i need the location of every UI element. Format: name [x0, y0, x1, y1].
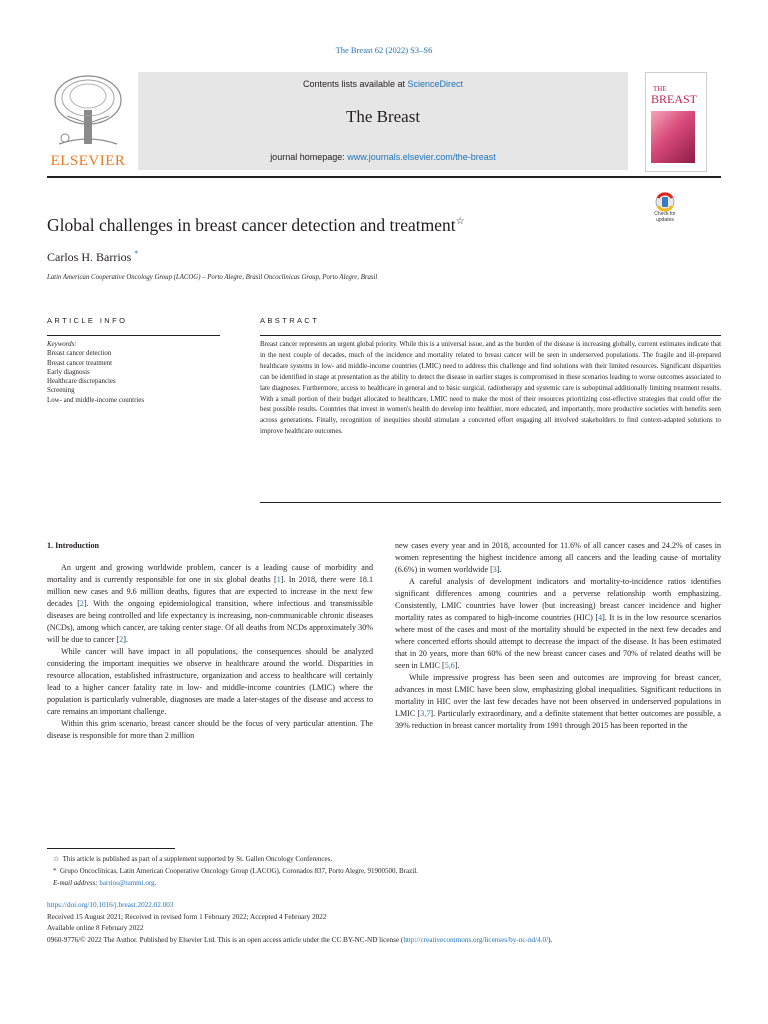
text-run: ].	[454, 661, 460, 670]
paragraph	[395, 672, 721, 732]
footnote-text: Grupo Oncoclínicas, Latin American Cooperative Oncology Group (LACOG), Coronados 837, Porto Alegre, 91900500, Brazil.	[60, 867, 418, 875]
author-name: Carlos H. Barrios	[47, 250, 132, 264]
article-info-heading: ARTICLE INFO	[47, 316, 128, 325]
text-run: ]. With the ongoing epidemiological transition, where infectious and transmissible diseases are being controlled and life expectancy is increasing, non-communicable chronic diseases (NCDs), among which cancer, are taking center stage. Of all deaths from NCDs approximately 30% will be due to cancer [	[47, 599, 373, 644]
citation-link[interactable]: 1	[276, 575, 281, 584]
keywords-block	[47, 340, 227, 405]
citation-link[interactable]: 3,7	[420, 709, 431, 718]
text-run: ]. Particularly extraordinary, and a definite statement that better outcomes are possible, a 39% reduction in breast cancer mortality from 1991 through 2015 has been reported in the	[395, 709, 721, 730]
license-link[interactable]: http://creativecommons.org/licenses/by-nc-nd/4.0/	[403, 935, 549, 944]
footnotes	[47, 853, 721, 889]
text-run: An urgent and growing worldwide problem, cancer is a leading cause of morbidity and mortality and is currently responsible for one in six global deaths [	[47, 563, 373, 584]
journal-reference[interactable]: The Breast 62 (2022) S3–S6	[335, 45, 433, 55]
check-for-updates-badge[interactable]	[648, 192, 682, 228]
doi-link[interactable]: https://doi.org/10.1016/j.breast.2022.02.003	[47, 901, 174, 909]
article-info-rule	[47, 335, 220, 336]
keyword-item: Breast cancer detection	[47, 350, 112, 358]
paragraph	[395, 576, 721, 672]
check-updates-icon	[648, 192, 682, 212]
check-updates-label-1: Check for	[654, 211, 676, 217]
author-line	[47, 249, 138, 265]
title-footnote-mark[interactable]: ☆	[455, 216, 465, 227]
abstract-text: Breast cancer represents an urgent global priority. While this is a universal issue, and as the burden of the disease is increasing globally, current estimates indicate that in the next couple of decades, much of the incidence and mortality related to breast cancer will be seen in underserved populations. The fragile and ill-prepared healthcare systems in low- and middle-income countries (LMIC) need to address this challenge and find solutions with their limited resources. Significant disparities can be identified in stage at presentation as the ability to detect the disease in earlier stages is compromised in these scenarios leading to worse outcomes associated to late diagnoses. Furthermore, access to healthcare in general and to basic surgical, radiotherapy and systemic care is suboptimal additionally limiting treatment results. With a small portion of their budget allocated to healthcare, LMIC need to make the most of their resources prioritizing cost-effective strategies that could offer the best possible results. Countries that invest in women's health do develop into healthier, more educated, and importantly, more productive societies with benefits seen across generations. Finally, recognition of inequities should stimulate a concerted effort engaging all involved stakeholders to find context-adapted solutions to improve healthcare outcomes.	[260, 341, 721, 436]
body-column-right	[395, 540, 721, 732]
contents-prefix: Contents lists available at	[302, 79, 408, 89]
publication-info	[47, 900, 721, 946]
keywords-label: Keywords:	[47, 341, 77, 348]
header-rule	[47, 176, 721, 178]
journal-title: The Breast	[345, 107, 421, 126]
footnote-mark: *	[53, 867, 57, 875]
text-run: ].	[496, 565, 502, 574]
citation-link[interactable]: 2	[119, 635, 124, 644]
check-updates-label	[648, 212, 682, 223]
text-run: While impressive progress has been seen and outcomes are improving for breast cancer, advances in most LMIC have been slow, emphasizing global inequalities. Significant reductions in mortality in HIC over the last few decades have not been observed in underserved populations in LMIC [	[395, 673, 721, 718]
text-run: new cases every year and in 2018, accounted for 11.6% of all cancer cases and 24.2% of cases in women representing the highest incidence among all cancers and the leading cause of mortality (6.6%) in women worldwide [	[395, 541, 721, 574]
keyword-item: Healthcare discrepancies	[47, 378, 116, 386]
author-footnote-mark[interactable]: *	[134, 249, 139, 258]
journal-homepage-link[interactable]: www.journals.elsevier.com/the-breast	[347, 152, 496, 162]
text-run: ].	[123, 635, 128, 644]
email-label: E-mail address:	[53, 879, 98, 887]
citation-link[interactable]: 4	[598, 613, 603, 622]
footnote	[47, 853, 721, 865]
footnote	[47, 865, 721, 877]
license-text-end: ).	[548, 935, 553, 944]
cover-breast-text: BREAST	[651, 92, 698, 106]
elsevier-logo[interactable]	[47, 72, 129, 170]
keyword-item: Early diagnosis	[47, 368, 90, 376]
body-column-left	[47, 540, 373, 742]
available-online: Available online 8 February 2022	[47, 924, 144, 932]
footnote-text: This article is published as part of a supplement supported by St. Gallen Oncology Conferences.	[62, 855, 333, 863]
license-text: 0960-9776/© 2022 The Author. Published by Elsevier Ltd. This is an open access article under the CC BY-NC-ND license (	[47, 935, 404, 944]
paragraph	[395, 540, 721, 576]
homepage-prefix: journal homepage:	[270, 152, 348, 162]
abstract-rule	[260, 335, 721, 336]
paragraph: While cancer will have impact in all populations, the consequences should be analyzed considering the important inequities we observe in healthcare around the world. Disparities in resource allocation, established infrastructure, organization and access to healthcare will certainly lead to a higher cancer fatality rate in low- and middle-income countries (LMIC) where the population is particularly vulnerable, diagnoses are made a later-stages of the disease and access to care remains an important challenge.	[47, 647, 373, 716]
cover-the-text: THE	[653, 85, 667, 93]
text-run: A careful analysis of development indicators and mortality-to-incidence ratios identifies significant differences among countries and a perverse relationship worth emphasizing. Consistently, LMIC countries have lower (but increasing) breast cancer incidence and higher mortality rates as compared to high-income countries (HIC) [	[395, 577, 721, 622]
paragraph	[47, 562, 373, 646]
abstract-bottom-rule	[260, 502, 721, 503]
text-run: ]. In 2018, there were 18.1 million new cases and 9.6 million deaths, figures that are expected to increase in the next few decades [	[47, 575, 374, 608]
received-dates: Received 15 August 2021; Received in revised form 1 February 2022; Accepted 4 February 2022	[47, 912, 327, 921]
license-line	[47, 935, 721, 947]
elsevier-tree-icon	[47, 72, 129, 152]
elsevier-wordmark: ELSEVIER	[50, 153, 126, 169]
text-run: ]. It is in the low resource scenarios where most of the cases and most of the mortality should be expected in the next few decades and where concerted efforts should attempt to decrease the impact of the disease. It has been estimated that in 20 years, more than 60% of the new breast cancer cases and 70% of related deaths will be seen in LMIC [	[395, 613, 722, 670]
sciencedirect-link[interactable]: ScienceDirect	[407, 79, 464, 89]
footnote-rule	[47, 848, 175, 849]
citation-link[interactable]: 2	[79, 599, 84, 608]
check-updates-label-2: updates	[656, 216, 674, 223]
paragraph: Within this grim scenario, breast cancer should be the focus of very particular attention. The disease is responsible for more than 2 million	[47, 719, 373, 740]
keyword-item: Screening	[47, 387, 75, 395]
citation-link[interactable]: 5,6	[444, 661, 455, 670]
article-title	[47, 211, 637, 236]
section-title: 1. Introduction	[47, 541, 100, 550]
keyword-item: Breast cancer treatment	[47, 359, 113, 367]
keyword-item: Low- and middle-income countries	[47, 396, 145, 404]
email-line: E-mail address: barrios@tummi.org.	[53, 879, 157, 887]
author-affiliation: Latin American Cooperative Oncology Group (LACOG) – Porto Alegre, Brasil Oncoclinicas Group, Porto Alegre, Brasil	[47, 274, 378, 281]
citation-link[interactable]: 3	[492, 565, 497, 574]
footnote-mark: ☆	[53, 855, 60, 863]
cover-image	[651, 111, 695, 163]
homepage-line	[138, 152, 628, 162]
journal-cover-thumbnail[interactable]	[645, 72, 707, 172]
abstract-heading: ABSTRACT	[260, 316, 320, 325]
article-title-text: Global challenges in breast cancer detection and treatment	[47, 214, 456, 235]
contents-line	[138, 79, 628, 89]
email-link[interactable]: barrios@tummi.org	[99, 879, 155, 887]
